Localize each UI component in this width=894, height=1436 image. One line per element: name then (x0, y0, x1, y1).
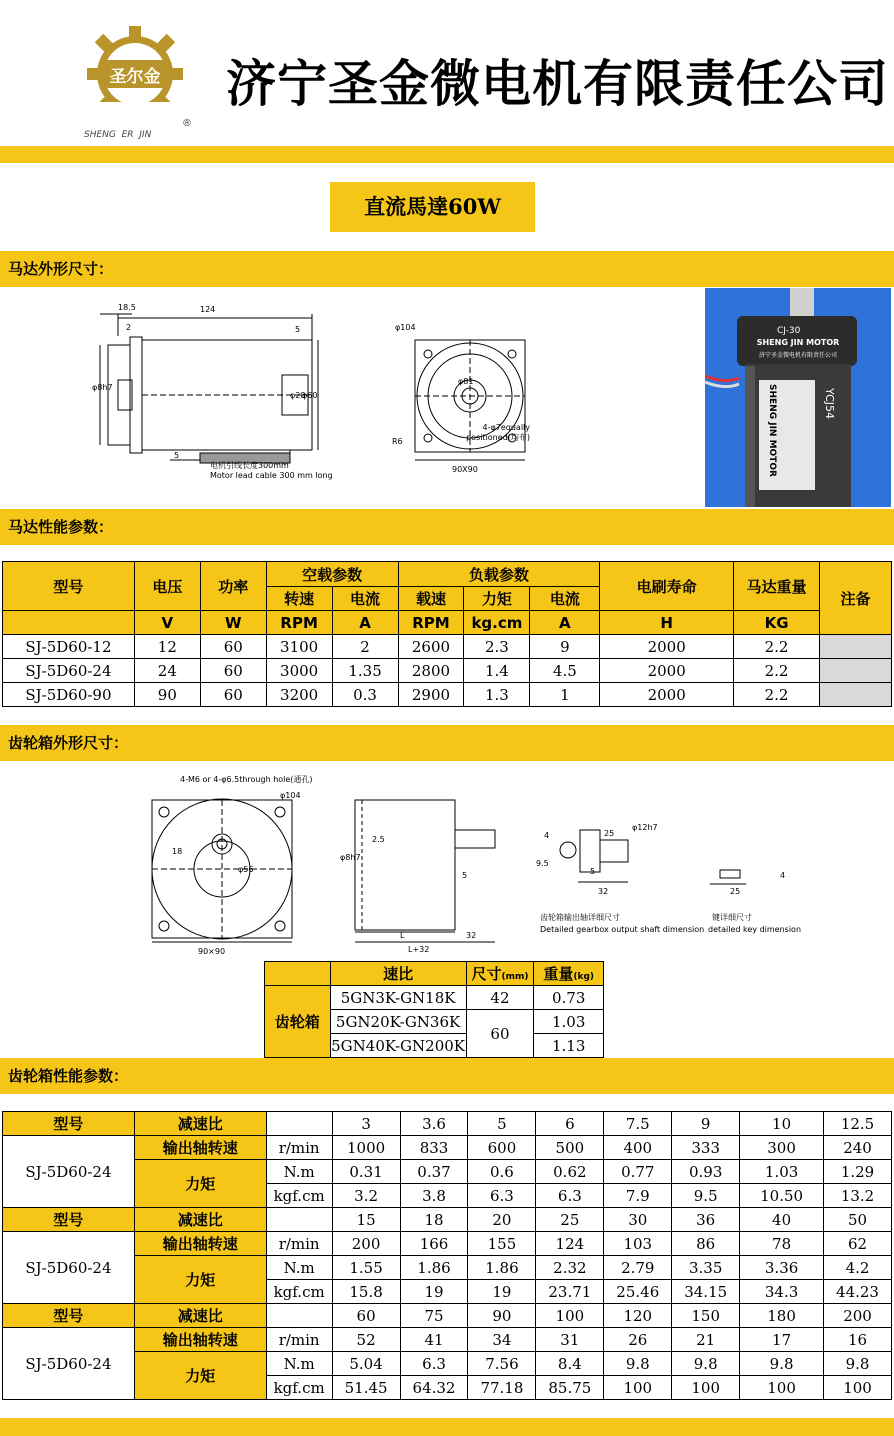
header-brush-life: 电刷寿命 (600, 562, 734, 611)
perf-speed-cell: 833 (400, 1136, 468, 1160)
perf-speed-unit: r/min (266, 1232, 332, 1256)
shaft-dim-12: φ12h7 (632, 823, 658, 832)
header-voltage: 电压 (134, 562, 200, 611)
perf-nm-cell: 0.93 (672, 1160, 740, 1184)
cable-note-cn: 电机引线长度300mm (210, 461, 289, 470)
perf-nm-cell: 0.37 (400, 1160, 468, 1184)
perf-ratio-unit-blank (266, 1208, 332, 1232)
gear-size-cell: 60 (466, 1010, 534, 1058)
dim-60: φ60 (302, 391, 318, 400)
cell-noload-current: 0.3 (332, 683, 398, 707)
perf-ratio-cell: 9 (672, 1112, 740, 1136)
perf-nm-cell: 0.77 (604, 1160, 672, 1184)
unit-load-current: A (530, 611, 600, 635)
perf-ratio-cell: 7.5 (604, 1112, 672, 1136)
perf-ratio-cell: 200 (824, 1304, 892, 1328)
gear-ratio-cell: 5GN40K-GN200K (330, 1034, 466, 1058)
perf-ratio-cell: 60 (332, 1304, 400, 1328)
perf-ratio-cell: 40 (740, 1208, 824, 1232)
perf-speed-header: 输出轴转速 (134, 1136, 266, 1160)
perf-torque-nm-row (3, 1352, 892, 1376)
gear-header-ratio: 速比 (330, 962, 466, 986)
perf-kgf-cell: 100 (740, 1376, 824, 1400)
perf-kgf-unit: kgf.cm (266, 1280, 332, 1304)
motor-performance-table (2, 561, 892, 707)
dim-104: φ104 (395, 323, 416, 332)
perf-ratio-cell: 12.5 (824, 1112, 892, 1136)
perf-nm-cell: 9.8 (740, 1352, 824, 1376)
perf-kgf-cell: 7.9 (604, 1184, 672, 1208)
cell-torque: 2.3 (464, 635, 530, 659)
cell-voltage: 12 (134, 635, 200, 659)
header-model: 型号 (3, 562, 135, 611)
gearbox-table (264, 961, 604, 1058)
perf-nm-cell: 3.36 (740, 1256, 824, 1280)
shaft-dim-9-5: 9.5 (536, 859, 549, 868)
section-gear-perf: 齿轮箱性能参数： (0, 1058, 894, 1094)
perf-speed-cell: 26 (604, 1328, 672, 1352)
perf-model-header: 型号 (3, 1208, 135, 1232)
gear-weight-cell: 1.13 (534, 1034, 604, 1058)
unit-noload-current: A (332, 611, 398, 635)
logo-subtitle: SHENG ER JIN (84, 130, 152, 140)
perf-speed-cell: 500 (536, 1136, 604, 1160)
perf-speed-cell: 41 (400, 1328, 468, 1352)
header-noload: 空载参数 (266, 562, 398, 587)
cell-model: SJ-5D60-12 (3, 635, 135, 659)
gear-label: 齿轮箱 (265, 986, 331, 1058)
header (0, 0, 894, 148)
perf-kgf-cell: 51.45 (332, 1376, 400, 1400)
perf-torque-header: 力矩 (134, 1352, 266, 1400)
perf-kgf-cell: 100 (672, 1376, 740, 1400)
cell-noload-current: 1.35 (332, 659, 398, 683)
perf-speed-cell: 155 (468, 1232, 536, 1256)
table-row (3, 683, 892, 707)
cell-note (820, 659, 892, 683)
photo-label-model: CJ-30 (777, 326, 801, 336)
perf-speed-cell: 166 (400, 1232, 468, 1256)
cell-load-current: 1 (530, 683, 600, 707)
perf-kgf-cell: 6.3 (536, 1184, 604, 1208)
perf-ratio-cell: 18 (400, 1208, 468, 1232)
photo-label-code: YCJ54 (823, 388, 836, 420)
perf-ratio-unit-blank (266, 1304, 332, 1328)
header-power: 功率 (200, 562, 266, 611)
perf-ratio-cell: 100 (536, 1304, 604, 1328)
perf-kgf-cell: 15.8 (332, 1280, 400, 1304)
cell-life: 2000 (600, 683, 734, 707)
perf-speed-cell: 333 (672, 1136, 740, 1160)
shaft-caption-cn: 齿轮箱输出轴详细尺寸 (540, 913, 620, 922)
perf-nm-cell: 1.86 (400, 1256, 468, 1280)
perf-kgf-cell: 25.46 (604, 1280, 672, 1304)
bottom-band (0, 1418, 894, 1436)
perf-speed-cell: 124 (536, 1232, 604, 1256)
shaft-dim-5: 5 (590, 867, 596, 876)
section-gear-dims: 齿轮箱外形尺寸： (0, 725, 894, 761)
dim-shaft-dia: φ8h7 (92, 383, 113, 392)
perf-nm-cell: 1.55 (332, 1256, 400, 1280)
unit-noload-speed: RPM (266, 611, 332, 635)
perf-speed-cell: 1000 (332, 1136, 400, 1160)
unit-weight: KG (734, 611, 820, 635)
gear-dim-shaft: φ8h7 (340, 853, 361, 862)
perf-kgf-unit: kgf.cm (266, 1376, 332, 1400)
gear-ratio-cell: 5GN20K-GN36K (330, 1010, 466, 1034)
perf-nm-cell: 0.6 (468, 1160, 536, 1184)
perf-speed-cell: 31 (536, 1328, 604, 1352)
gear-dim-56: φ56 (238, 865, 254, 874)
registered-mark: ® (182, 118, 192, 129)
shaft-dim-32: 32 (598, 887, 609, 896)
perf-kgf-unit: kgf.cm (266, 1184, 332, 1208)
perf-nm-unit: N.m (266, 1256, 332, 1280)
perf-nm-cell: 1.29 (824, 1160, 892, 1184)
key-caption-cn: 键详细尺寸 (712, 913, 752, 922)
perf-kgf-cell: 3.2 (332, 1184, 400, 1208)
perf-ratio-cell: 30 (604, 1208, 672, 1232)
cell-noload-speed: 3100 (266, 635, 332, 659)
perf-kgf-cell: 9.5 (672, 1184, 740, 1208)
photo-label-company: 济宁圣金微电机有限责任公司 (758, 352, 837, 359)
cell-weight: 2.2 (734, 683, 820, 707)
table-row (265, 986, 604, 1010)
cell-note (820, 635, 892, 659)
dim-81: φ81 (458, 377, 474, 386)
header-note: 注备 (820, 562, 892, 635)
perf-speed-cell: 21 (672, 1328, 740, 1352)
cell-weight: 2.2 (734, 635, 820, 659)
perf-ratio-row (3, 1208, 892, 1232)
key-caption-en: detailed key dimension (708, 925, 802, 934)
cable-note-en: Motor lead cable 300 mm long (210, 471, 333, 480)
gear-header-weight-label: 重量 (543, 965, 574, 983)
gear-header-weight (534, 962, 604, 986)
sub-load-current: 电流 (530, 587, 600, 611)
perf-speed-cell: 200 (332, 1232, 400, 1256)
shaft-dim-4: 4 (544, 831, 550, 840)
cell-load-speed: 2900 (398, 683, 464, 707)
cell-life: 2000 (600, 659, 734, 683)
perf-speed-cell: 34 (468, 1328, 536, 1352)
sub-load-speed: 载速 (398, 587, 464, 611)
perf-kgf-cell: 3.8 (400, 1184, 468, 1208)
logo-text: 圣尔金 (109, 67, 161, 87)
perf-speed-row (3, 1136, 892, 1160)
shaft-dim-25: 25 (604, 829, 615, 838)
cell-voltage: 90 (134, 683, 200, 707)
perf-speed-cell: 16 (824, 1328, 892, 1352)
cell-load-speed: 2800 (398, 659, 464, 683)
perf-kgf-cell: 10.50 (740, 1184, 824, 1208)
unit-torque: kg.cm (464, 611, 530, 635)
perf-ratio-cell: 3 (332, 1112, 400, 1136)
perf-ratio-cell: 15 (332, 1208, 400, 1232)
perf-nm-cell: 9.8 (824, 1352, 892, 1376)
perf-speed-cell: 62 (824, 1232, 892, 1256)
cell-power: 60 (200, 683, 266, 707)
perf-speed-cell: 240 (824, 1136, 892, 1160)
motor-photo (705, 288, 891, 507)
perf-kgf-cell: 34.3 (740, 1280, 824, 1304)
gear-header-size (466, 962, 534, 986)
perf-nm-cell: 3.35 (672, 1256, 740, 1280)
perf-speed-header: 输出轴转速 (134, 1328, 266, 1352)
table-row (3, 659, 892, 683)
unit-blank (3, 611, 135, 635)
perf-ratio-cell: 180 (740, 1304, 824, 1328)
perf-kgf-cell: 19 (468, 1280, 536, 1304)
gear-dim-l32: L+32 (408, 945, 430, 954)
cell-power: 60 (200, 635, 266, 659)
company-name: 济宁圣金微电机有限责任公司 (226, 55, 889, 113)
perf-speed-cell: 600 (468, 1136, 536, 1160)
cell-life: 2000 (600, 635, 734, 659)
gear-dim-90x90: 90×90 (198, 947, 226, 956)
perf-kgf-cell: 44.23 (824, 1280, 892, 1304)
perf-ratio-cell: 90 (468, 1304, 536, 1328)
dim-r6: R6 (392, 437, 403, 446)
perf-nm-cell: 5.04 (332, 1352, 400, 1376)
cell-torque: 1.4 (464, 659, 530, 683)
perf-ratio-header: 减速比 (134, 1304, 266, 1328)
perf-kgf-cell: 23.71 (536, 1280, 604, 1304)
perf-nm-cell: 1.86 (468, 1256, 536, 1280)
perf-speed-cell: 400 (604, 1136, 672, 1160)
unit-life: H (600, 611, 734, 635)
gear-size-cell: 42 (466, 986, 534, 1010)
unit-voltage: V (134, 611, 200, 635)
perf-model-header: 型号 (3, 1304, 135, 1328)
section-motor-dims: 马达外形尺寸： (0, 251, 894, 287)
perf-ratio-cell: 20 (468, 1208, 536, 1232)
perf-nm-cell: 2.79 (604, 1256, 672, 1280)
perf-kgf-cell: 64.32 (400, 1376, 468, 1400)
cell-power: 60 (200, 659, 266, 683)
perf-ratio-cell: 6 (536, 1112, 604, 1136)
perf-ratio-unit-blank (266, 1112, 332, 1136)
dim-90x90: 90X90 (452, 465, 478, 474)
cell-noload-speed: 3200 (266, 683, 332, 707)
dim-5-bottom: 5 (174, 451, 180, 460)
shaft-caption-en: Detailed gearbox output shaft dimension (540, 925, 705, 934)
dim-18-5: 18.5 (118, 303, 136, 312)
perf-ratio-cell: 120 (604, 1304, 672, 1328)
cell-load-speed: 2600 (398, 635, 464, 659)
perf-ratio-row (3, 1112, 892, 1136)
perf-speed-row (3, 1232, 892, 1256)
perf-speed-row (3, 1328, 892, 1352)
perf-speed-cell: 78 (740, 1232, 824, 1256)
header-weight: 马达重量 (734, 562, 820, 611)
perf-nm-cell: 6.3 (400, 1352, 468, 1376)
cell-noload-speed: 3000 (266, 659, 332, 683)
section-motor-perf: 马达性能参数： (0, 509, 894, 545)
perf-model-cell: SJ-5D60-24 (3, 1328, 135, 1400)
dim-124: 124 (200, 305, 216, 314)
perf-ratio-row (3, 1304, 892, 1328)
perf-nm-cell: 0.31 (332, 1160, 400, 1184)
perf-kgf-cell: 13.2 (824, 1184, 892, 1208)
perf-kgf-cell: 100 (604, 1376, 672, 1400)
perf-nm-cell: 9.8 (604, 1352, 672, 1376)
gear-holes-note: 4-M6 or 4-φ6.5through hole(通孔) (180, 775, 313, 784)
perf-kgf-cell: 19 (400, 1280, 468, 1304)
perf-kgf-cell: 77.18 (468, 1376, 536, 1400)
unit-power: W (200, 611, 266, 635)
top-band (0, 146, 894, 163)
perf-speed-header: 输出轴转速 (134, 1232, 266, 1256)
dim-5-top: 5 (295, 325, 301, 334)
holes-note-1: 4-φ7equally (482, 423, 530, 432)
dim-28: φ28 (290, 391, 306, 400)
gearbox-performance-table (2, 1111, 892, 1400)
photo-label-brand-vertical: SHENG JIN MOTOR (767, 384, 777, 477)
header-load: 负载参数 (398, 562, 600, 587)
perf-model-cell: SJ-5D60-24 (3, 1136, 135, 1208)
photo-label-brand: SHENG JIN MOTOR (756, 338, 840, 347)
perf-nm-unit: N.m (266, 1352, 332, 1376)
perf-nm-cell: 7.56 (468, 1352, 536, 1376)
perf-speed-unit: r/min (266, 1136, 332, 1160)
cell-model: SJ-5D60-24 (3, 659, 135, 683)
perf-kgf-cell: 100 (824, 1376, 892, 1400)
perf-speed-cell: 86 (672, 1232, 740, 1256)
gear-weight-cell: 1.03 (534, 1010, 604, 1034)
perf-ratio-cell: 50 (824, 1208, 892, 1232)
perf-speed-cell: 103 (604, 1232, 672, 1256)
cell-voltage: 24 (134, 659, 200, 683)
perf-torque-nm-row (3, 1160, 892, 1184)
perf-ratio-cell: 36 (672, 1208, 740, 1232)
perf-ratio-header: 减速比 (134, 1112, 266, 1136)
unit-load-speed: RPM (398, 611, 464, 635)
perf-torque-header: 力矩 (134, 1256, 266, 1304)
key-dim-4: 4 (780, 871, 786, 880)
cell-noload-current: 2 (332, 635, 398, 659)
cell-load-current: 9 (530, 635, 600, 659)
perf-speed-cell: 17 (740, 1328, 824, 1352)
perf-nm-cell: 1.03 (740, 1160, 824, 1184)
perf-torque-header: 力矩 (134, 1160, 266, 1208)
cell-load-current: 4.5 (530, 659, 600, 683)
perf-ratio-cell: 75 (400, 1304, 468, 1328)
cell-note (820, 683, 892, 707)
perf-ratio-cell: 10 (740, 1112, 824, 1136)
perf-speed-cell: 300 (740, 1136, 824, 1160)
table-row (3, 635, 892, 659)
perf-nm-cell: 0.62 (536, 1160, 604, 1184)
sub-noload-speed: 转速 (266, 587, 332, 611)
gear-header-size-unit: (mm) (501, 972, 529, 982)
gear-ratio-cell: 5GN3K-GN18K (330, 986, 466, 1010)
perf-ratio-cell: 150 (672, 1304, 740, 1328)
perf-speed-unit: r/min (266, 1328, 332, 1352)
perf-kgf-cell: 85.75 (536, 1376, 604, 1400)
perf-nm-cell: 2.32 (536, 1256, 604, 1280)
gear-dim-32: 32 (466, 931, 477, 940)
dim-2: 2 (126, 323, 132, 332)
perf-ratio-cell: 3.6 (400, 1112, 468, 1136)
perf-nm-cell: 9.8 (672, 1352, 740, 1376)
cell-model: SJ-5D60-90 (3, 683, 135, 707)
perf-model-header: 型号 (3, 1112, 135, 1136)
gearbox-dimension-drawing (140, 770, 820, 960)
gear-header-weight-unit: (kg) (573, 972, 595, 982)
perf-kgf-cell: 34.15 (672, 1280, 740, 1304)
gear-dim-104: φ104 (280, 791, 301, 800)
company-logo (78, 22, 198, 142)
perf-speed-cell: 52 (332, 1328, 400, 1352)
sub-noload-current: 电流 (332, 587, 398, 611)
perf-ratio-cell: 25 (536, 1208, 604, 1232)
gear-header-size-label: 尺寸 (471, 965, 502, 983)
gear-dim-2-5: 2.5 (372, 835, 385, 844)
gear-dim-l: L (400, 931, 405, 940)
gear-dim-18: 18 (172, 847, 183, 856)
perf-nm-cell: 4.2 (824, 1256, 892, 1280)
gear-header-blank (265, 962, 331, 986)
perf-nm-unit: N.m (266, 1160, 332, 1184)
sub-load-torque: 力矩 (464, 587, 530, 611)
perf-torque-nm-row (3, 1256, 892, 1280)
cell-weight: 2.2 (734, 659, 820, 683)
gear-dim-5: 5 (462, 871, 468, 880)
product-title: 直流馬達60W (330, 182, 535, 232)
gear-weight-cell: 0.73 (534, 986, 604, 1010)
holes-note-2: positioned(均布) (466, 433, 530, 442)
perf-nm-cell: 8.4 (536, 1352, 604, 1376)
key-dim-25: 25 (730, 887, 741, 896)
perf-ratio-header: 减速比 (134, 1208, 266, 1232)
perf-kgf-cell: 6.3 (468, 1184, 536, 1208)
cell-torque: 1.3 (464, 683, 530, 707)
perf-ratio-cell: 5 (468, 1112, 536, 1136)
perf-model-cell: SJ-5D60-24 (3, 1232, 135, 1304)
motor-dimension-drawing (90, 300, 550, 490)
